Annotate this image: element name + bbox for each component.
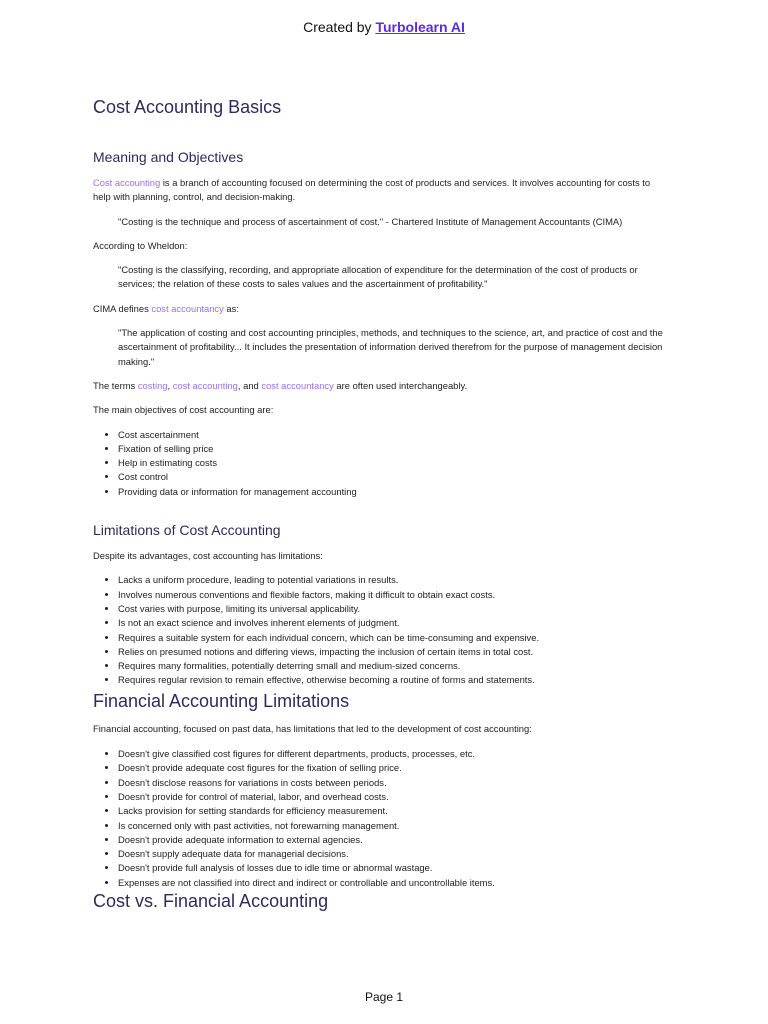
list-item: • Doesn't provide full analysis of losses due to idle time or abnormal wastage.	[118, 861, 668, 875]
list-item: • Fixation of selling price	[118, 442, 668, 456]
list-item: • Relies on presumed notions and differing views, impacting the inclusion of certain items in total cost.	[118, 645, 668, 659]
section-heading-meaning: Meaning and Objectives	[93, 149, 244, 165]
list-item: • Lacks a uniform procedure, leading to potential variations in results.	[118, 573, 668, 587]
section-heading-financial-limitations: Financial Accounting Limitations	[93, 690, 350, 711]
credit-prefix: Created by	[303, 19, 376, 35]
paragraph-terms: The terms costing, cost accounting, and cost accountancy are often used interchangeably.	[93, 379, 468, 391]
paragraph-financial-intro: Financial accounting, focused on past data, has limitations that led to the development of cost accounting:	[93, 722, 532, 734]
highlight-term: cost accountancy	[261, 379, 334, 391]
list-item: • Is not an exact science and involves inherent elements of judgment.	[118, 616, 668, 630]
paragraph-definition: Cost accounting is a branch of accounting focused on determining the cost of products and services. It involves accounting for costs to help with planning, control, and decision-making.	[93, 177, 651, 203]
list-item: • Cost varies with purpose, limiting its universal applicability.	[118, 602, 668, 616]
highlight-term: cost accounting	[172, 379, 238, 391]
paragraph-objectives-intro: The main objectives of cost accounting are:	[93, 404, 274, 416]
list-item: • Providing data or information for management accounting	[118, 485, 668, 499]
credit-line	[0, 19, 768, 35]
list-item: • Doesn't provide adequate cost figures for the fixation of selling price.	[118, 761, 668, 775]
quote-cima: "Costing is the technique and process of ascertainment of cost." - Chartered Institute of Management Accountants (CIMA)	[118, 215, 623, 227]
financial-limitations-list	[93, 747, 668, 890]
list-item: • Expenses are not classified into direct and indirect or controllable and uncontrollable items.	[118, 876, 668, 890]
paragraph-wheldon: According to Wheldon:	[93, 239, 188, 251]
page-number: Page 1	[364, 990, 404, 1004]
list-item: • Involves numerous conventions and flexible factors, making it difficult to obtain exact costs.	[118, 588, 668, 602]
list-item: • Cost ascertainment	[118, 428, 668, 442]
turbolearn-link[interactable]: Turbolearn AI	[375, 19, 465, 35]
page-title: Cost Accounting Basics	[93, 97, 282, 117]
section-heading-cost-vs-financial: Cost vs. Financial Accounting	[93, 890, 329, 911]
list-item: • Requires regular revision to remain effective, otherwise becoming a routine of forms and statements.	[118, 673, 668, 687]
highlight-term: costing	[137, 379, 168, 391]
quote-cost-accountancy: "The application of costing and cost accounting principles, methods, and techniques to the science, art, and practice of cost and the ascertainment of profitability... It includes the presentation of information derived therefrom for the purpose of management decision making."	[118, 327, 663, 367]
paragraph-limitations-intro: Despite its advantages, cost accounting has limitations:	[93, 550, 323, 562]
list-item: • Doesn't supply adequate data for managerial decisions.	[118, 847, 668, 861]
list-item: • Doesn't give classified cost figures for different departments, products, processes, etc.	[118, 747, 668, 761]
limitations-list	[93, 573, 668, 687]
list-item: • Doesn't provide adequate information to external agencies.	[118, 833, 668, 847]
objectives-list	[93, 428, 668, 499]
highlight-term: cost accountancy	[151, 302, 224, 314]
document-content	[93, 96, 668, 920]
paragraph-cima-defines: CIMA defines cost accountancy as:	[93, 302, 239, 314]
list-item: • Requires many formalities, potentially deterring small and medium-sized concerns.	[118, 659, 668, 673]
list-item: • Requires a suitable system for each individual concern, which can be time-consuming and expensive.	[118, 631, 668, 645]
list-item: • Help in estimating costs	[118, 456, 668, 470]
list-item: • Is concerned only with past activities, not forewarning management.	[118, 819, 668, 833]
list-item: • Doesn't provide for control of material, labor, and overhead costs.	[118, 790, 668, 804]
list-item: • Doesn't disclose reasons for variations in costs between periods.	[118, 776, 668, 790]
list-item: • Cost control	[118, 470, 668, 484]
list-item: • Lacks provision for setting standards for efficiency measurement.	[118, 804, 668, 818]
quote-wheldon: "Costing is the classifying, recording, and appropriate allocation of expenditure for the determination of the cost of products or services; the relation of these costs to sales values and the ascertainment of profitability."	[118, 264, 638, 290]
highlight-term: Cost accounting	[93, 177, 161, 188]
section-heading-limitations: Limitations of Cost Accounting	[93, 522, 281, 539]
